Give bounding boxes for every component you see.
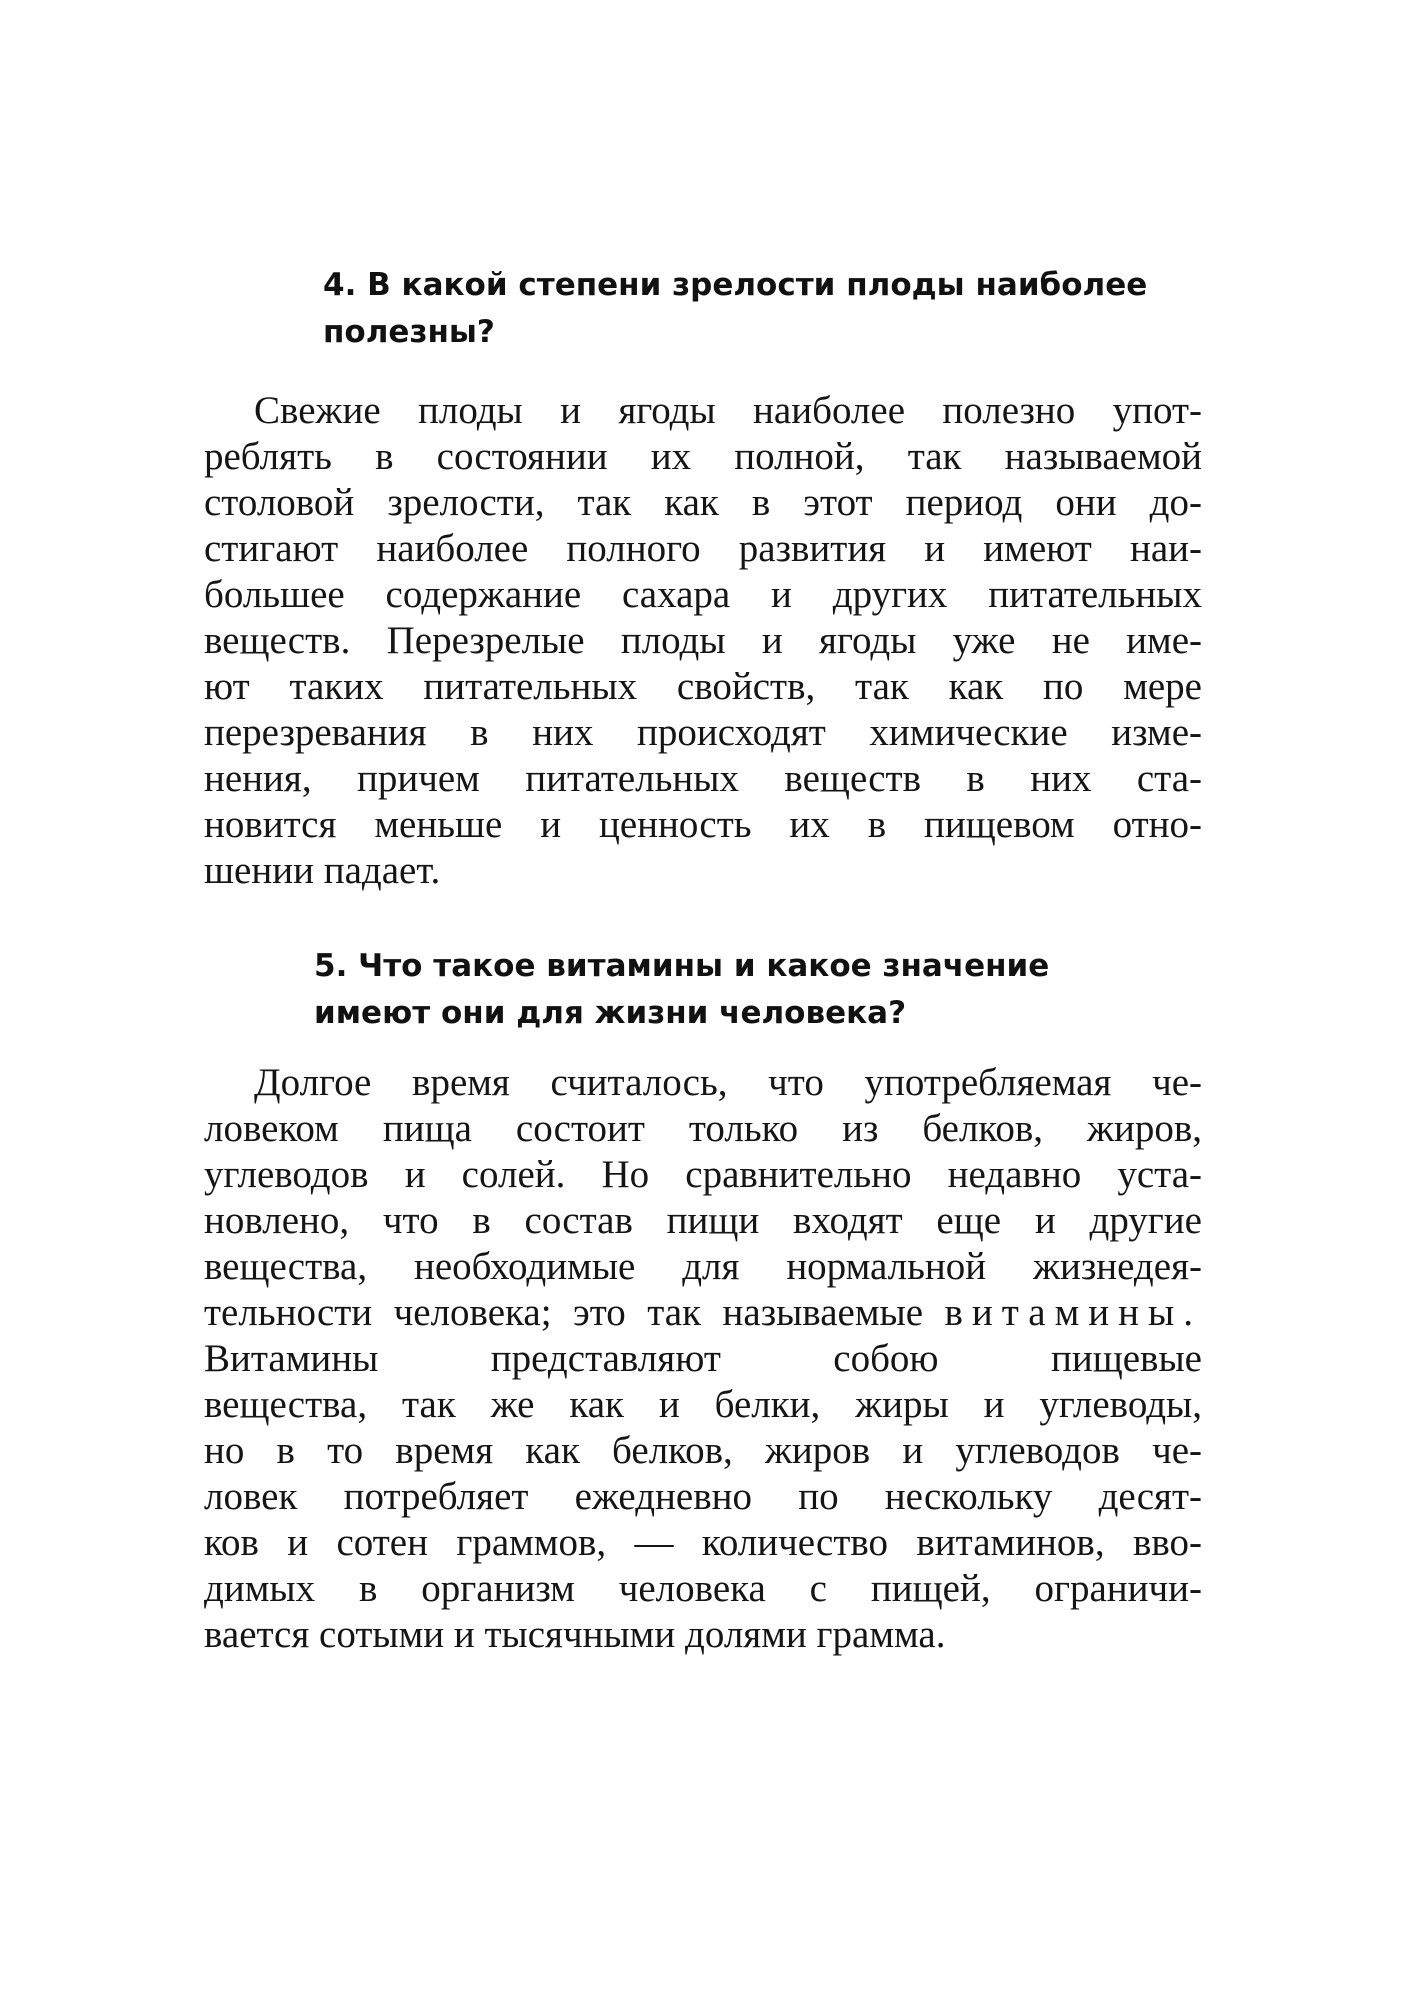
text-line: вещества, необходимые для нормальной жизнедея- — [204, 1245, 1202, 1288]
text-line: нения, причем питательных веществ в них ста- — [204, 757, 1202, 800]
text-line: углеводов и солей. Но сравнительно недавно уста- — [204, 1153, 1202, 1196]
text-line: Витамины представляют собою пищевые — [204, 1337, 1202, 1380]
section-5-paragraph — [204, 1060, 1202, 1658]
text-line: столовой зрелости, так как в этот период они до- — [204, 481, 1202, 524]
text-line: ют таких питательных свойств, так как по мере — [204, 665, 1202, 708]
text-line: большее содержание сахара и других питательных — [204, 573, 1202, 616]
text-line: ловеком пища состоит только из белков, жиров, — [204, 1107, 1202, 1150]
section-5-heading-line-1: 5. Что такое витамины и какое значение — [314, 948, 1050, 984]
section-5-heading-line-2: имеют они для жизни человека? — [314, 995, 907, 1031]
text-line: димых в организм человека с пищей, ограничи- — [204, 1567, 1202, 1610]
section-4-heading-line-1: 4. В какой степени зрелости плоды наиболее — [323, 267, 1148, 303]
text-line: новится меньше и ценность их в пищевом отно- — [204, 803, 1202, 846]
text-line: ловек потребляет ежедневно по нескольку десят- — [204, 1475, 1202, 1518]
text-line: вещества, так же как и белки, жиры и углеводы, — [204, 1383, 1202, 1426]
section-4-heading — [323, 262, 1203, 356]
text-line: веществ. Перезрелые плоды и ягоды уже не име- — [204, 619, 1202, 662]
text-line: Долгое время считалось, что употребляемая че- — [254, 1061, 1202, 1104]
text-line: Свежие плоды и ягоды наиболее полезно упот- — [254, 389, 1202, 432]
text-line: реблять в состоянии их полной, так называемой — [204, 435, 1202, 478]
text-line: новлено, что в состав пищи входят еще и другие — [204, 1199, 1202, 1242]
text-line: шении падает. — [204, 849, 441, 892]
text-line-part: тельности человека; это так называемые — [204, 1291, 924, 1334]
emphasized-term: витамины. — [944, 1291, 1202, 1334]
text-line: ков и сотен граммов, — количество витаминов, вво- — [204, 1521, 1202, 1564]
text-line — [204, 1290, 1202, 1336]
section-5-heading — [314, 943, 1196, 1037]
section-4-paragraph — [204, 388, 1202, 894]
text-line: стигают наиболее полного развития и имеют наи- — [204, 527, 1202, 570]
text-line: перезревания в них происходят химические изме- — [204, 711, 1202, 754]
section-4-heading-line-2: полезны? — [323, 314, 495, 350]
text-line: но в то время как белков, жиров и углеводов че- — [204, 1429, 1202, 1472]
text-line: вается сотыми и тысячными долями грамма. — [204, 1613, 946, 1656]
